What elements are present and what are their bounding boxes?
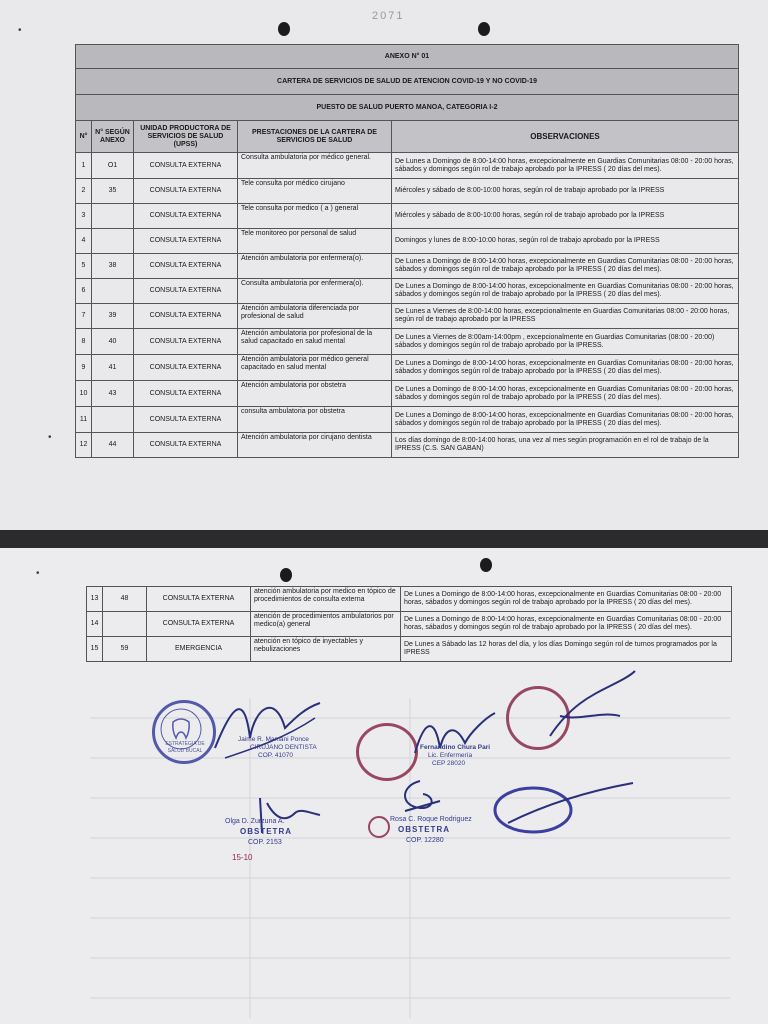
signature-2-title: Lic. Enfermería xyxy=(428,752,473,759)
health-post-stamp xyxy=(356,723,418,781)
row-prestacion: Consulta ambulatoria por médico general. xyxy=(238,153,392,179)
col-header-prestaciones: PRESTACIONES DE LA CARTERA DE SERVICIOS DE SALUD xyxy=(238,121,392,153)
row-number: 12 xyxy=(76,433,92,458)
row-anexo: 38 xyxy=(92,254,134,279)
row-anexo xyxy=(92,204,134,229)
col-header-n: N° xyxy=(76,121,92,153)
row-upss: CONSULTA EXTERNA xyxy=(134,254,238,279)
signature-5-title: OBSTETRA xyxy=(398,825,450,834)
table-row xyxy=(76,407,739,433)
row-number: 15 xyxy=(87,637,103,662)
row-number: 1 xyxy=(76,153,92,179)
row-anexo: 41 xyxy=(92,355,134,381)
table-row xyxy=(76,229,739,254)
row-number: 7 xyxy=(76,304,92,329)
row-anexo: 48 xyxy=(103,587,147,612)
signature-3 xyxy=(540,666,640,746)
dental-strategy-stamp: ESTRATEGIA DE SALUD BUCAL xyxy=(152,700,216,764)
table-row xyxy=(76,381,739,407)
row-upss: CONSULTA EXTERNA xyxy=(134,433,238,458)
page-stamp-mark: 2071 xyxy=(372,10,405,22)
table-row xyxy=(76,254,739,279)
signature-4-title: OBSTETRA xyxy=(240,827,292,836)
row-prestacion: atención de procedimientos ambulatorios por medico(a) general xyxy=(251,612,401,637)
table-row xyxy=(76,279,739,304)
row-upss: CONSULTA EXTERNA xyxy=(134,204,238,229)
row-anexo: 59 xyxy=(103,637,147,662)
row-prestacion: Tele consulta por médico cirujano xyxy=(238,179,392,204)
row-anexo: 43 xyxy=(92,381,134,407)
row-prestacion: consulta ambulatoria por obstetra xyxy=(238,407,392,433)
row-anexo xyxy=(92,229,134,254)
handwritten-date: 15-10 xyxy=(232,853,253,862)
row-observacion: De Lunes a Sábado las 12 horas del día, y los días Domingo según rol de turnos programados por la IPRESS xyxy=(401,637,732,662)
row-observacion: Los días domingo de 8:00-14:00 horas, una vez al mes según programación en el rol de trabajo de la IPRESS (C.S. SAN GABAN) xyxy=(392,433,739,458)
row-number: 4 xyxy=(76,229,92,254)
row-observacion: De Lunes a Domingo de 8:00-14:00 horas, excepcionalmente en Guardias Comunitarias 08:00 - 20:00 horas, sábados y domingos según rol de trabajo aprobado por la IPRESS ( 20 días del mes). xyxy=(392,153,739,179)
col-header-upss: UNIDAD PRODUCTORA DE SERVICIOS DE SALUD (UPSS) xyxy=(134,121,238,153)
row-upss: CONSULTA EXTERNA xyxy=(134,355,238,381)
table-row xyxy=(87,637,732,662)
row-upss: CONSULTA EXTERNA xyxy=(134,229,238,254)
row-upss: CONSULTA EXTERNA xyxy=(134,279,238,304)
row-number: 11 xyxy=(76,407,92,433)
row-observacion: De Lunes a Domingo de 8:00-14:00 horas, excepcionalmente en Guardias Comunitarias 08:00 - 20:00 horas, sábados y domingos según rol de trabajo aprobado por la IPRESS ( 20 días del mes). xyxy=(392,279,739,304)
row-prestacion: Atención ambulatoria por profesional de la salud capacitado en salud mental xyxy=(238,329,392,355)
table-row xyxy=(76,153,739,179)
row-anexo xyxy=(103,612,147,637)
table-row xyxy=(76,355,739,381)
punch-hole xyxy=(278,22,290,36)
row-prestacion: Consulta ambulatoria por enfermera(o). xyxy=(238,279,392,304)
row-observacion: De Lunes a Viernes de 8:00-14:00 horas, excepcionalmente en Guardias Comunitarias 08:00 - 20:00 horas, según rol de trabajo aprobado por la IPRESS xyxy=(392,304,739,329)
row-observacion: De Lunes a Viernes de 8:00am-14:00pm , excepcionalmente en Guardias Comunitarias (08:00 - 20:00) sábados y domingos según rol de trabajo aprobado por la IPRESS. xyxy=(392,329,739,355)
row-upss: CONSULTA EXTERNA xyxy=(134,381,238,407)
table-row xyxy=(76,179,739,204)
services-table xyxy=(75,44,739,458)
row-observacion: Miércoles y sábado de 8:00-10:00 horas, según rol de trabajo aprobado por la IPRESS xyxy=(392,204,739,229)
row-prestacion: atención ambulatoria por medico en tópico de procedimientos de consulta externa xyxy=(251,587,401,612)
row-upss: CONSULTA EXTERNA xyxy=(134,153,238,179)
signature-6 xyxy=(488,778,638,838)
row-prestacion: atención en tópico de inyectables y nebulizaciones xyxy=(251,637,401,662)
row-number: 9 xyxy=(76,355,92,381)
row-observacion: Miércoles y sábado de 8:00-10:00 horas, según rol de trabajo aprobado por la IPRESS xyxy=(392,179,739,204)
row-prestacion: Atención ambulatoria por médico general capacitado en salud mental xyxy=(238,355,392,381)
facility-title: PUESTO DE SALUD PUERTO MANOA, CATEGORIA I-2 xyxy=(76,95,739,121)
row-observacion: De Lunes a Domingo de 8:00-14:00 horas, excepcionalmente en Guardias Comunitarias 08:00 - 20:00 horas, sábados y domingos según rol de trabajo aprobado por la IPRESS ( 20 días del mes). xyxy=(392,407,739,433)
table-row xyxy=(87,612,732,637)
row-prestacion: Atención ambulatoria por cirujano dentista xyxy=(238,433,392,458)
row-number: 8 xyxy=(76,329,92,355)
col-header-observaciones: OBSERVACIONES xyxy=(392,121,739,153)
table-row xyxy=(76,304,739,329)
row-anexo xyxy=(92,407,134,433)
row-number: 6 xyxy=(76,279,92,304)
table-row xyxy=(76,204,739,229)
row-anexo xyxy=(92,279,134,304)
punch-hole xyxy=(478,22,490,36)
row-upss: CONSULTA EXTERNA xyxy=(134,304,238,329)
signature-4-name: Olga D. Zurzuna A. xyxy=(225,818,285,825)
row-prestacion: Tele consulta por medico ( a ) general xyxy=(238,204,392,229)
row-number: 2 xyxy=(76,179,92,204)
cartera-title: CARTERA DE SERVICIOS DE SALUD DE ATENCION COVID-19 Y NO COVID-19 xyxy=(76,69,739,95)
row-anexo: O1 xyxy=(92,153,134,179)
table-row xyxy=(87,587,732,612)
row-upss: CONSULTA EXTERNA xyxy=(134,179,238,204)
signature-1-title: CIRUJANO DENTISTA xyxy=(250,744,317,751)
row-observacion: De Lunes a Domingo de 8:00-14:00 horas, excepcionalmente en Guardias Comunitarias 08:00 - 20:00 horas, sábados y domingos según rol de trabajo aprobado por la IPRESS ( 20 días del mes). xyxy=(392,381,739,407)
signature-5-reg: COP. 12280 xyxy=(406,837,444,844)
row-anexo: 44 xyxy=(92,433,134,458)
punch-hole xyxy=(280,568,292,582)
signature-1-name: Jaime R. Mamani Ponce xyxy=(238,736,309,743)
signature-2-reg: CEP 28020 xyxy=(432,760,466,767)
row-observacion: De Lunes a Domingo de 8:00-14:00 horas, excepcionalmente en Guardias Comunitarias 08:00 - 20:00 horas, sábados y domingos según rol de trabajo aprobado por la IPRESS ( 20 días del mes). xyxy=(401,587,732,612)
signature-1-reg: COP. 41070 xyxy=(258,752,293,759)
document-page-1: 2071 • • ANEXO N° 01 CARTERA DE SERVICIOS DE SALUD DE ATENCION COVID-19 Y NO COVID-19 PUESTO DE SALUD PUERTO MANOA, CATEGORIA I-2 N° N° SEGÚN ANEXO UNIDAD PRODUCTORA DE SERVICIOS DE SALUD (UPSS) PRESTACIONES DE LA CARTERA DE SERVICIOS DE SALUD OBSERVACIONES 1 O1 CONSULTA EXTERNA Consulta ambulatoria por médico general. De Lunes a Domingo de 8:00-14:00 horas, excepcionalmente en Guardias Comunitarias 08:00 - 20:00 horas, sábados y domingos según rol de trabajo aprobado por la IPRESS ( 20 días del mes). 2 35 CONSULTA EXTERNA Tele consulta por médico cirujano Miércoles y sábado de 8:00-10:00 horas, según rol de trabajo aprobado por la IPRESS 3 CONSULTA EXTERNA Tele consulta por medico ( a ) general Miércoles y sábado de 8:00-10:00 horas, según rol de trabajo aprobado por la IPRESS 4 CONSULTA EXTERNA Tele monitoreo por personal de salud Domingos y lunes de 8:00-10:00 horas, según rol de trabajo aprobado por la IPRESS 5 38 CONSULTA EXTERNA Atención ambulatoria por enfermera(o). De Lunes a Domingo de 8:00-14:00 horas, excepcionalmente en Guardias Comunitarias 08:00 - 20:00 horas, sábados y domingos según rol de trabajo aprobado por la IPRESS ( 20 días del mes). 6 CONSULTA EXTERNA Consulta ambulatoria por enfermera(o). De Lunes a Domingo de 8:00-14:00 horas, excepcionalmente en Guardias Comunitarias 08:00 - 20:00 horas, sábados y domingos según rol de trabajo aprobado por la IPRESS ( 20 días del mes). 7 39 CONSULTA EXTERNA Atención ambulatoria diferenciada por profesional de salud De Lunes a Viernes de 8:00-14:00 horas, excepcionalmente en Guardias Comunitarias 08:00 - 20:00 horas, según rol de trabajo aprobado por la IPRESS 8 40 CONSULTA EXTERNA Atención ambulatoria por profesional de la salud capacitado en salud mental De Lunes a Viernes de 8:00am-14:00pm , excepcionalmente en Guardias Comunitarias (08:00 - 20:00) sábados y domingos según rol de trabajo aprobado por la IPRESS. 9 41 CONSULTA EXTERNA Atención ambulatoria por médico general capacitado en salud mental De Lunes a Domingo de 8:00-14:00 horas, excepcionalmente en Guardias Comunitarias 08:00 - 20:00 horas, sábados y domingos según rol de trabajo aprobado por la IPRESS ( 20 días del mes). 10 43 CONSULTA EXTERNA Atención ambulatoria por obstetra De Lunes a Domingo de 8:00-14:00 horas, excepcionalmente en Guardias Comunitarias 08:00 - 20:00 horas, sábados y domingos según rol de trabajo aprobado por la IPRESS ( 20 días del mes). 11 CONSULTA EXTERNA consulta ambulatoria por obstetra De Lunes a Domingo de 8:00-14:00 horas, excepcionalmente en Guardias Comunitarias 08:00 - 20:00 horas, sábados y domingos según rol de trabajo aprobado por la IPRESS ( 20 días del mes). 12 44 CONSULTA EXTERNA Atención ambulatoria por cirujano dentista Los días domingo de 8:00-14:00 horas, una vez al mes según programación en el rol de trabajo de la IPRESS (C.S. SAN GABAN) xyxy=(0,0,768,530)
services-table-continued xyxy=(86,586,732,662)
signature-2 xyxy=(410,708,500,768)
row-upss: CONSULTA EXTERNA xyxy=(134,329,238,355)
row-anexo: 39 xyxy=(92,304,134,329)
row-upss: CONSULTA EXTERNA xyxy=(147,612,251,637)
annex-title: ANEXO N° 01 xyxy=(76,45,739,69)
row-observacion: De Lunes a Domingo de 8:00-14:00 horas, excepcionalmente en Guardias Comunitarias 08:00 - 20:00 horas, sábados y domingos según rol de trabajo aprobado por la IPRESS ( 20 días del mes). xyxy=(392,254,739,279)
signature-5 xyxy=(395,776,445,816)
row-number: 14 xyxy=(87,612,103,637)
row-prestacion: Tele monitoreo por personal de salud xyxy=(238,229,392,254)
row-observacion: De Lunes a Domingo de 8:00-14:00 horas, excepcionalmente en Guardias Comunitarias 08:00 - 20:00 horas, sábados y domingos según rol de trabajo aprobado por la IPRESS ( 20 días del mes). xyxy=(401,612,732,637)
row-prestacion: Atención ambulatoria diferenciada por profesional de salud xyxy=(238,304,392,329)
row-number: 3 xyxy=(76,204,92,229)
row-number: 13 xyxy=(87,587,103,612)
row-prestacion: Atención ambulatoria por obstetra xyxy=(238,381,392,407)
row-prestacion: Atención ambulatoria por enfermera(o). xyxy=(238,254,392,279)
table-row xyxy=(76,433,739,458)
col-header-segun-anexo: N° SEGÚN ANEXO xyxy=(92,121,134,153)
signature-5-name: Rosa C. Roque Rodriguez xyxy=(390,816,472,823)
document-page-2: • 13 48 CONSULTA EXTERNA atención ambulatoria por medico en tópico de procedimientos de consulta externa De Lunes a Domingo de 8:00-14:00 horas, excepcionalmente en Guardias Comunitarias 08:00 - 20:00 horas, sábados y domingos según rol de trabajo aprobado por la IPRESS ( 20 días del mes). 14 CONSULTA EXTERNA atención de procedimientos ambulatorios por medico(a) general De Lunes a Domingo de 8:00-14:00 horas, excepcionalmente en Guardias Comunitarias 08:00 - 20:00 horas, sábados y domingos según rol de trabajo aprobado por la IPRESS ( 20 días del mes). 15 59 EMERGENCIA atención en tópico de inyectables y nebulizaciones De Lunes a Sábado las 12 horas del día, y los días Domingo según rol de turnos programados por la IPRESS ESTRATEGIA DE SALUD BUCAL Jaime R. Mamani Ponce CIRUJANO DENTISTA COP. 41070 Fernandino Chura Pari Lic. Enfermería CEP 28020 Olga D. Zurzuna A. OBSTETRA COP. 2153 15-10 Rosa C. Roque Rodriguez OBSTETRA COP. 12280 xyxy=(0,548,768,1024)
row-upss: EMERGENCIA xyxy=(147,637,251,662)
signature-2-name: Fernandino Chura Pari xyxy=(420,744,491,751)
row-anexo: 40 xyxy=(92,329,134,355)
row-observacion: Domingos y lunes de 8:00-10:00 horas, según rol de trabajo aprobado por la IPRESS xyxy=(392,229,739,254)
row-number: 10 xyxy=(76,381,92,407)
table-row xyxy=(76,329,739,355)
row-number: 5 xyxy=(76,254,92,279)
row-observacion: De Lunes a Domingo de 8:00-14:00 horas, excepcionalmente en Guardias Comunitarias 08:00 - 20:00 horas, sábados y domingos según rol de trabajo aprobado por la IPRESS ( 20 días del mes). xyxy=(392,355,739,381)
small-seal xyxy=(368,816,390,838)
row-upss: CONSULTA EXTERNA xyxy=(147,587,251,612)
punch-hole xyxy=(480,558,492,572)
row-anexo: 35 xyxy=(92,179,134,204)
row-upss: CONSULTA EXTERNA xyxy=(134,407,238,433)
signature-4-reg: COP. 2153 xyxy=(248,839,282,846)
